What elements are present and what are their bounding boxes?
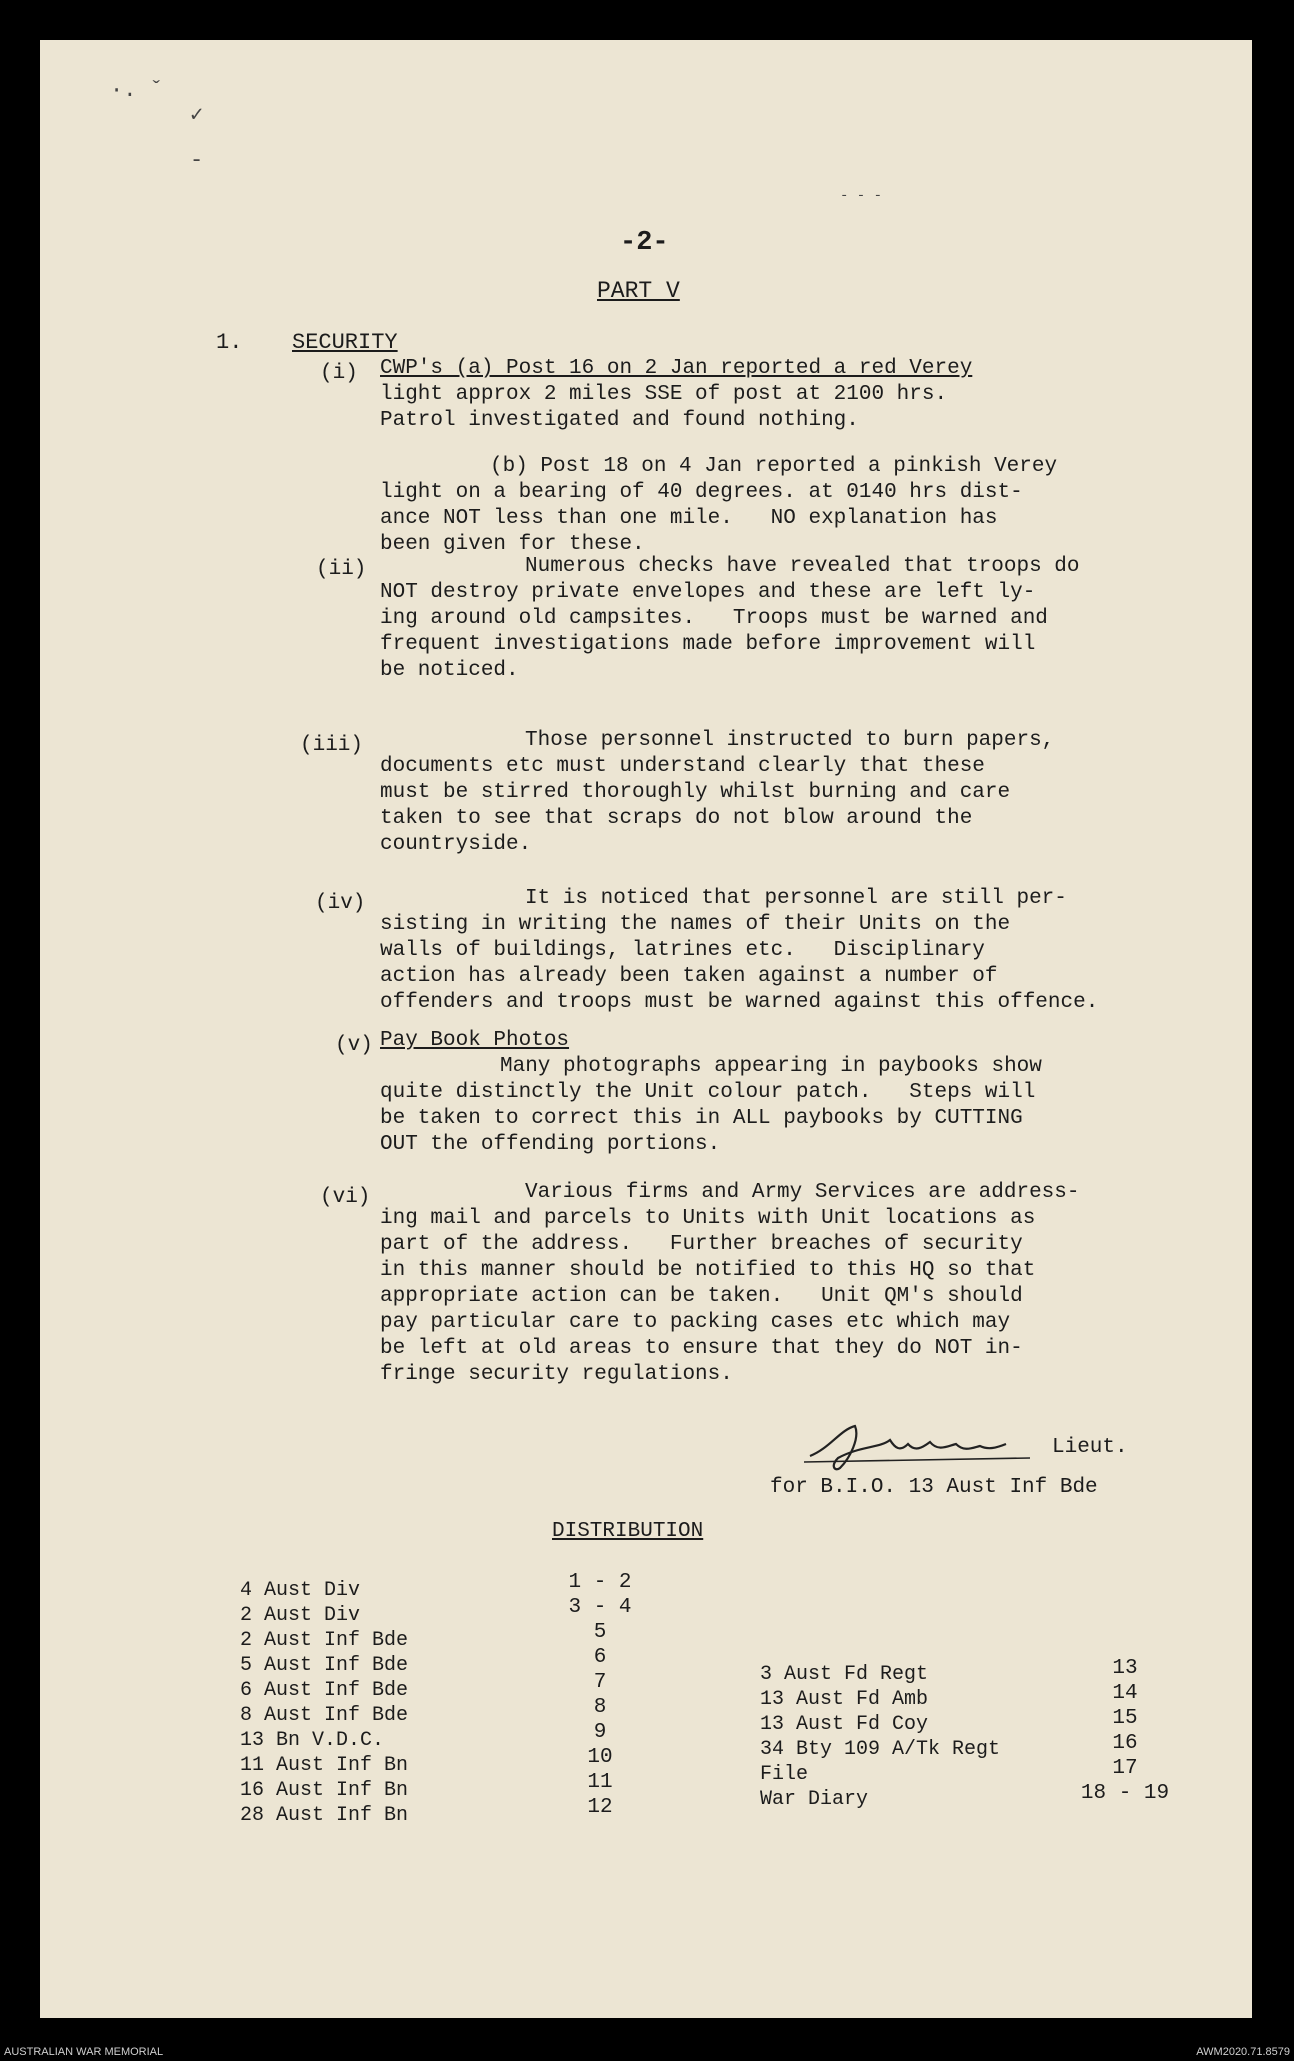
pencil-mark: ✓ (190, 103, 204, 128)
line: Many photographs appearing in paybooks show (500, 1055, 1042, 1078)
dist-unit: War Diary (760, 1788, 869, 1811)
line: offenders and troops must be warned against this offence. (380, 991, 1099, 1014)
line: be noticed. (380, 659, 519, 682)
line: Patrol investigated and found nothing. (380, 409, 859, 432)
dist-unit: 5 Aust Inf Bde (240, 1654, 409, 1677)
line: documents etc must understand clearly that these (380, 755, 985, 778)
signature-rank: Lieut. (1052, 1436, 1128, 1459)
dist-unit: 16 Aust Inf Bn (240, 1779, 409, 1802)
dist-unit: 2 Aust Div (240, 1604, 361, 1627)
line: Those personnel instructed to burn papers, (525, 729, 1055, 752)
item-label-iv: (iv) (315, 892, 366, 915)
item-label-vi: (vi) (320, 1186, 371, 1209)
dist-copies: 10 (587, 1746, 613, 1769)
line: frequent investigations made before improvement will (380, 633, 1036, 656)
line: be taken to correct this in ALL paybooks by CUTTING (380, 1107, 1023, 1130)
smudge-mark: - (190, 148, 204, 173)
handwritten-signature (800, 1418, 1040, 1478)
line: It is noticed that personnel are still per- (525, 887, 1067, 910)
line: part of the address. Further breaches of security (380, 1233, 1023, 1256)
dist-copies: 9 (593, 1721, 607, 1744)
line: appropriate action can be taken. Unit QM's should (380, 1285, 1023, 1308)
dist-copies: 15 (1112, 1707, 1138, 1730)
dist-copies: 17 (1112, 1757, 1138, 1780)
line: NOT destroy private envelopes and these are left ly- (380, 581, 1036, 604)
page-number: -2- (620, 228, 669, 258)
line: fringe security regulations. (380, 1363, 733, 1386)
dist-copies: 11 (587, 1771, 613, 1794)
item-label-iii: (iii) (300, 734, 364, 757)
item-iv-text (380, 886, 1098, 1016)
line: Various firms and Army Services are address- (525, 1181, 1080, 1204)
line: action has already been taken against a number of (380, 965, 998, 988)
dist-unit: 11 Aust Inf Bn (240, 1754, 409, 1777)
dist-copies: 7 (593, 1671, 607, 1694)
line: (b) Post 18 on 4 Jan reported a pinkish Verey (490, 455, 1058, 478)
dist-unit: 28 Aust Inf Bn (240, 1804, 409, 1827)
footer-source: AUSTRALIAN WAR MEMORIAL (4, 2046, 164, 2058)
item-iii-text (380, 728, 1054, 858)
line: ing around old campsites. Troops must be warned and (380, 607, 1048, 630)
dist-copies: 18 - 19 (1080, 1782, 1170, 1805)
line: ance NOT less than one mile. NO explanation has (380, 507, 998, 530)
item-label-ii: (ii) (316, 558, 367, 581)
dist-unit: 13 Bn V.D.C. (240, 1729, 385, 1752)
dist-copies: 14 (1112, 1682, 1138, 1705)
stain-mark: ·. ˇ (110, 78, 163, 103)
dist-unit: 34 Bty 109 A/Tk Regt (760, 1738, 1001, 1761)
dist-unit: 13 Aust Fd Coy (760, 1713, 929, 1736)
dist-unit: 2 Aust Inf Bde (240, 1629, 409, 1652)
section-number: 1. (216, 330, 243, 355)
line: pay particular care to packing cases etc which may (380, 1311, 1011, 1334)
dist-copies: 13 (1112, 1657, 1138, 1680)
dist-unit: File (760, 1763, 809, 1786)
line: Numerous checks have revealed that troops do (525, 555, 1080, 578)
line: in this manner should be notified to this HQ so that (380, 1259, 1036, 1282)
line: light on a bearing of 40 degrees. at 0140 hrs dist- (380, 481, 1023, 504)
dist-copies: 12 (587, 1796, 613, 1819)
pay-book-heading: Pay Book Photos (380, 1029, 570, 1052)
footer-accession: AWM2020.71.8579 (1196, 2046, 1290, 2058)
dist-unit: 6 Aust Inf Bde (240, 1679, 409, 1702)
line: countryside. (380, 833, 532, 856)
item-vi-text (380, 1180, 1080, 1388)
dist-copies: 6 (593, 1646, 607, 1669)
line: be left at old areas to ensure that they do NOT in- (380, 1337, 1023, 1360)
dist-unit: 8 Aust Inf Bde (240, 1704, 409, 1727)
line: light approx 2 miles SSE of post at 2100 hrs. (380, 383, 948, 406)
distribution-left-copies (552, 1570, 648, 1820)
distribution-right-units (760, 1662, 1000, 1812)
document-page (40, 40, 1252, 2018)
signature-for-line: for B.I.O. 13 Aust Inf Bde (770, 1476, 1098, 1499)
line: taken to see that scraps do not blow around the (380, 807, 973, 830)
dist-copies: 8 (593, 1696, 607, 1719)
line: ing mail and parcels to Units with Unit locations as (380, 1207, 1036, 1230)
item-label-i: (i) (320, 362, 358, 385)
dist-copies: 1 - 2 (568, 1571, 632, 1594)
line: sisting in writing the names of their Units on the (380, 913, 1011, 936)
dist-copies: 3 - 4 (568, 1596, 632, 1619)
section-title: SECURITY (292, 330, 398, 355)
item-ib-text (380, 454, 1057, 558)
item-ii-text (380, 554, 1080, 684)
dist-copies: 16 (1112, 1732, 1138, 1755)
part-title: PART V (597, 278, 680, 304)
dist-unit: 4 Aust Div (240, 1579, 361, 1602)
dist-unit: 13 Aust Fd Amb (760, 1688, 929, 1711)
item-i-text (380, 356, 972, 434)
line: must be stirred thoroughly whilst burning and care (380, 781, 1011, 804)
item-v-text (380, 1028, 1042, 1158)
line: been given for these. (380, 533, 645, 556)
line: OUT the offending portions. (380, 1133, 721, 1156)
dash-mark: - - - (840, 188, 883, 204)
line: quite distinctly the Unit colour patch. Steps will (380, 1081, 1036, 1104)
line: CWP's (a) Post 16 on 2 Jan reported a red Verey (380, 357, 973, 380)
distribution-right-copies (1070, 1656, 1180, 1806)
item-label-v: (v) (335, 1034, 373, 1057)
distribution-title: DISTRIBUTION (552, 1520, 704, 1543)
distribution-left-units (240, 1578, 408, 1828)
line: walls of buildings, latrines etc. Disciplinary (380, 939, 985, 962)
dist-unit: 3 Aust Fd Regt (760, 1663, 929, 1686)
dist-copies: 5 (593, 1621, 607, 1644)
